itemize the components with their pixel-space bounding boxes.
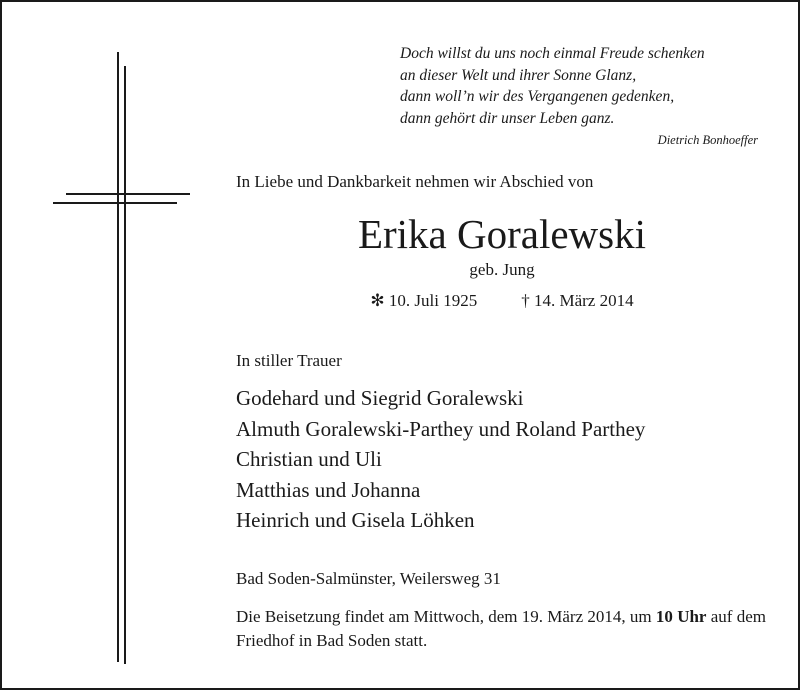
mourners-list — [236, 383, 645, 536]
burial-time: 10 Uhr — [655, 607, 707, 626]
intro-text: In Liebe und Dankbarkeit nehmen wir Abschied von — [236, 172, 594, 191]
cross-horizontal-line-shadow — [53, 202, 177, 204]
deceased-name: Erika Goralewski — [357, 211, 647, 257]
cross-horizontal-line — [66, 193, 190, 195]
life-dates — [242, 291, 762, 311]
mourner-entry: Heinrich und Gisela Löhken — [236, 508, 475, 532]
burial-text: Die Beisetzung findet am Mittwoch, dem 19. März 2014, um — [236, 607, 656, 626]
birth-date: 10. Juli 1925 — [388, 291, 478, 310]
burial-info — [236, 605, 766, 653]
birth-star-icon: ✻ — [370, 291, 385, 310]
mourning-label: In stiller Trauer — [236, 351, 342, 370]
burial-text-end: auf dem Friedhof in Bad Soden statt. — [236, 607, 766, 650]
cross-vertical-line-shadow — [124, 66, 126, 664]
death-cross-icon: † — [521, 291, 530, 310]
poem-line: dann woll’n wir des Vergangenen gedenken, — [400, 88, 675, 105]
mourner-entry: Matthias und Johanna — [236, 477, 421, 502]
death-date: 14. März 2014 — [533, 291, 634, 310]
mourner-entry: Godehard und Siegrid Goralewski — [236, 386, 524, 410]
family-address: Bad Soden-Salmünster, Weilersweg 31 — [236, 569, 501, 588]
mourner-entry: Almuth Goralewski-Parthey und Roland Parthey — [236, 416, 646, 441]
cross-vertical-line — [117, 52, 119, 662]
poem-line: Doch willst du uns noch einmal Freude schenken — [400, 45, 705, 62]
poem-line: an dieser Welt und ihrer Sonne Glanz, — [400, 66, 637, 84]
poem-quote — [400, 43, 772, 149]
cross-icon — [2, 2, 202, 692]
poem-line: dann gehört dir unser Leben ganz. — [400, 109, 615, 127]
maiden-name: geb. Jung — [469, 260, 535, 279]
poem-author: Dietrich Bonhoeffer — [657, 133, 758, 147]
mourner-entry: Christian und Uli — [236, 447, 382, 471]
